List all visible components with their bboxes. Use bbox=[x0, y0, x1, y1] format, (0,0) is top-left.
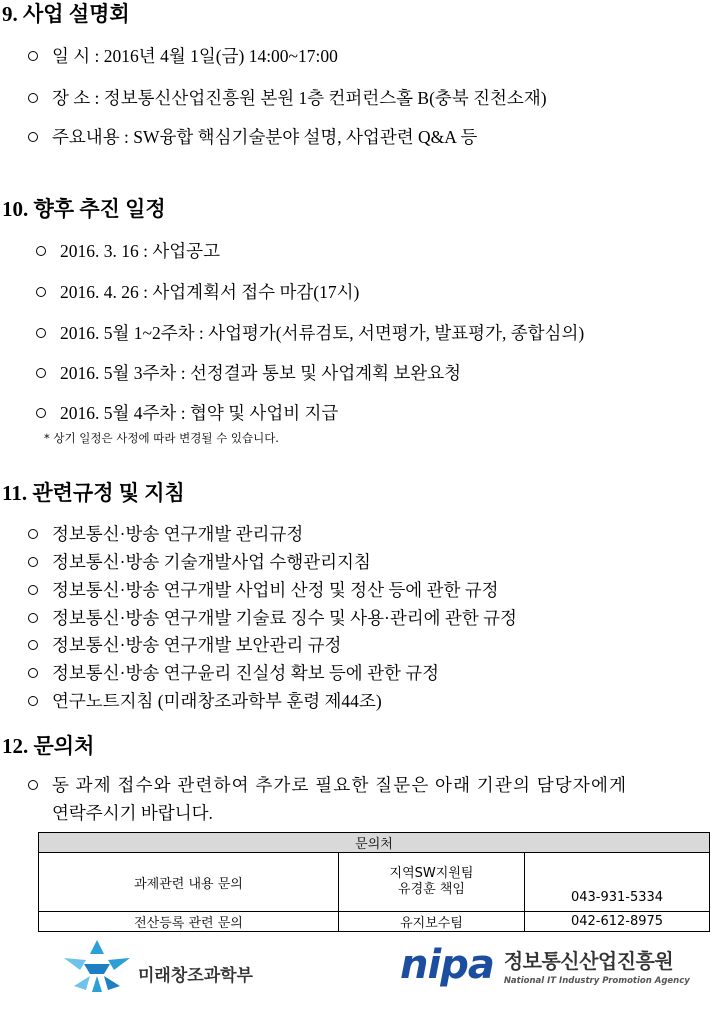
list-item: 정보통신·방송 연구개발 기술료 징수 및 사용·관리에 관한 규정 bbox=[28, 605, 517, 630]
list-item: 정보통신·방송 기술개발사업 수행관리지침 bbox=[28, 549, 371, 574]
list-item: 2016. 4. 26 : 사업계획서 접수 마감(17시) bbox=[36, 279, 359, 304]
table-cell-team: 유지보수팀 bbox=[339, 912, 525, 932]
table-cell-team bbox=[339, 853, 525, 912]
table-header: 문의처 bbox=[39, 833, 710, 853]
list-item: 2016. 5월 3주차 : 선정결과 통보 및 사업계획 보완요청 bbox=[36, 360, 461, 385]
list-item: 2016. 3. 16 : 사업공고 bbox=[36, 238, 220, 263]
schedule-note: * 상기 일정은 사정에 따라 변경될 수 있습니다. bbox=[44, 431, 279, 445]
nipa-subtitle: National IT Industry Promotion Agency bbox=[503, 975, 690, 986]
list-item: 연구노트지침 (미래창조과학부 훈령 제44조) bbox=[28, 688, 382, 713]
list-item: 주요내용 : SW융합 핵심기술분야 설명, 사업관련 Q&A 등 bbox=[28, 124, 477, 149]
circle-bullet-icon bbox=[36, 328, 46, 338]
nipa-mark: nipa bbox=[400, 942, 494, 988]
circle-bullet-icon bbox=[28, 93, 38, 103]
circle-bullet-icon bbox=[36, 408, 46, 418]
circle-bullet-icon bbox=[28, 696, 38, 706]
list-item: 장 소 : 정보통신산업진흥원 본원 1층 컨퍼런스홀 B(충북 진천소재) bbox=[28, 85, 547, 110]
list-item: 정보통신·방송 연구개발 사업비 산정 및 정산 등에 관한 규정 bbox=[28, 577, 499, 602]
circle-bullet-icon bbox=[28, 557, 38, 567]
circle-bullet-icon bbox=[28, 668, 38, 678]
list-item: 정보통신·방송 연구개발 관리규정 bbox=[28, 521, 303, 546]
section-9-title: 9. 사업 설명회 bbox=[2, 2, 130, 26]
list-item: 정보통신·방송 연구개발 보안관리 규정 bbox=[28, 632, 341, 657]
list-item: 일 시 : 2016년 4월 1일(금) 14:00~17:00 bbox=[28, 43, 338, 68]
table-row bbox=[39, 853, 710, 912]
circle-bullet-icon bbox=[28, 132, 38, 142]
msip-logo bbox=[64, 940, 253, 992]
circle-bullet-icon bbox=[28, 613, 38, 623]
list-item: 정보통신·방송 연구윤리 진실성 확보 등에 관한 규정 bbox=[28, 660, 439, 685]
section-10-title: 10. 향후 추진 일정 bbox=[2, 197, 166, 221]
table-cell-phone: 043-931-5334 bbox=[525, 853, 710, 912]
circle-bullet-icon bbox=[28, 529, 38, 539]
contact-text-line2: 연락주시기 바랍니다. bbox=[52, 803, 213, 823]
section-12-title: 12. 문의처 bbox=[2, 734, 95, 758]
circle-bullet-icon bbox=[28, 640, 38, 650]
team-name: 지역SW지원팀 bbox=[389, 866, 474, 881]
circle-bullet-icon bbox=[28, 585, 38, 595]
circle-bullet-icon bbox=[28, 51, 38, 61]
section-11-title: 11. 관련규정 및 지침 bbox=[2, 481, 185, 505]
table-cell-topic: 전산등록 관련 문의 bbox=[39, 912, 339, 932]
contact-text-line1: 동 과제 접수와 관련하여 추가로 필요한 질문은 아래 기관의 담당자에게 bbox=[52, 775, 628, 795]
nipa-name: 정보통신산업진흥원 bbox=[503, 948, 674, 973]
table-cell-phone: 042-612-8975 bbox=[525, 912, 710, 932]
contact-table bbox=[38, 832, 710, 932]
contact-paragraph bbox=[28, 772, 713, 797]
msip-logo-text: 미래창조과학부 bbox=[138, 965, 253, 986]
nipa-logo bbox=[400, 942, 690, 988]
circle-bullet-icon bbox=[36, 287, 46, 297]
circle-bullet-icon bbox=[36, 246, 46, 256]
circle-bullet-icon bbox=[36, 368, 46, 378]
list-item: 2016. 5월 4주차 : 협약 및 사업비 지급 bbox=[36, 400, 338, 425]
circle-bullet-icon bbox=[28, 780, 38, 790]
table-row bbox=[39, 912, 710, 932]
contact-person: 유경훈 책임 bbox=[398, 882, 465, 897]
list-item: 2016. 5월 1~2주차 : 사업평가(서류검토, 서면평가, 발표평가, 종합심의) bbox=[36, 320, 584, 345]
msip-emblem-icon bbox=[64, 940, 130, 992]
table-cell-topic: 과제관련 내용 문의 bbox=[39, 853, 339, 912]
